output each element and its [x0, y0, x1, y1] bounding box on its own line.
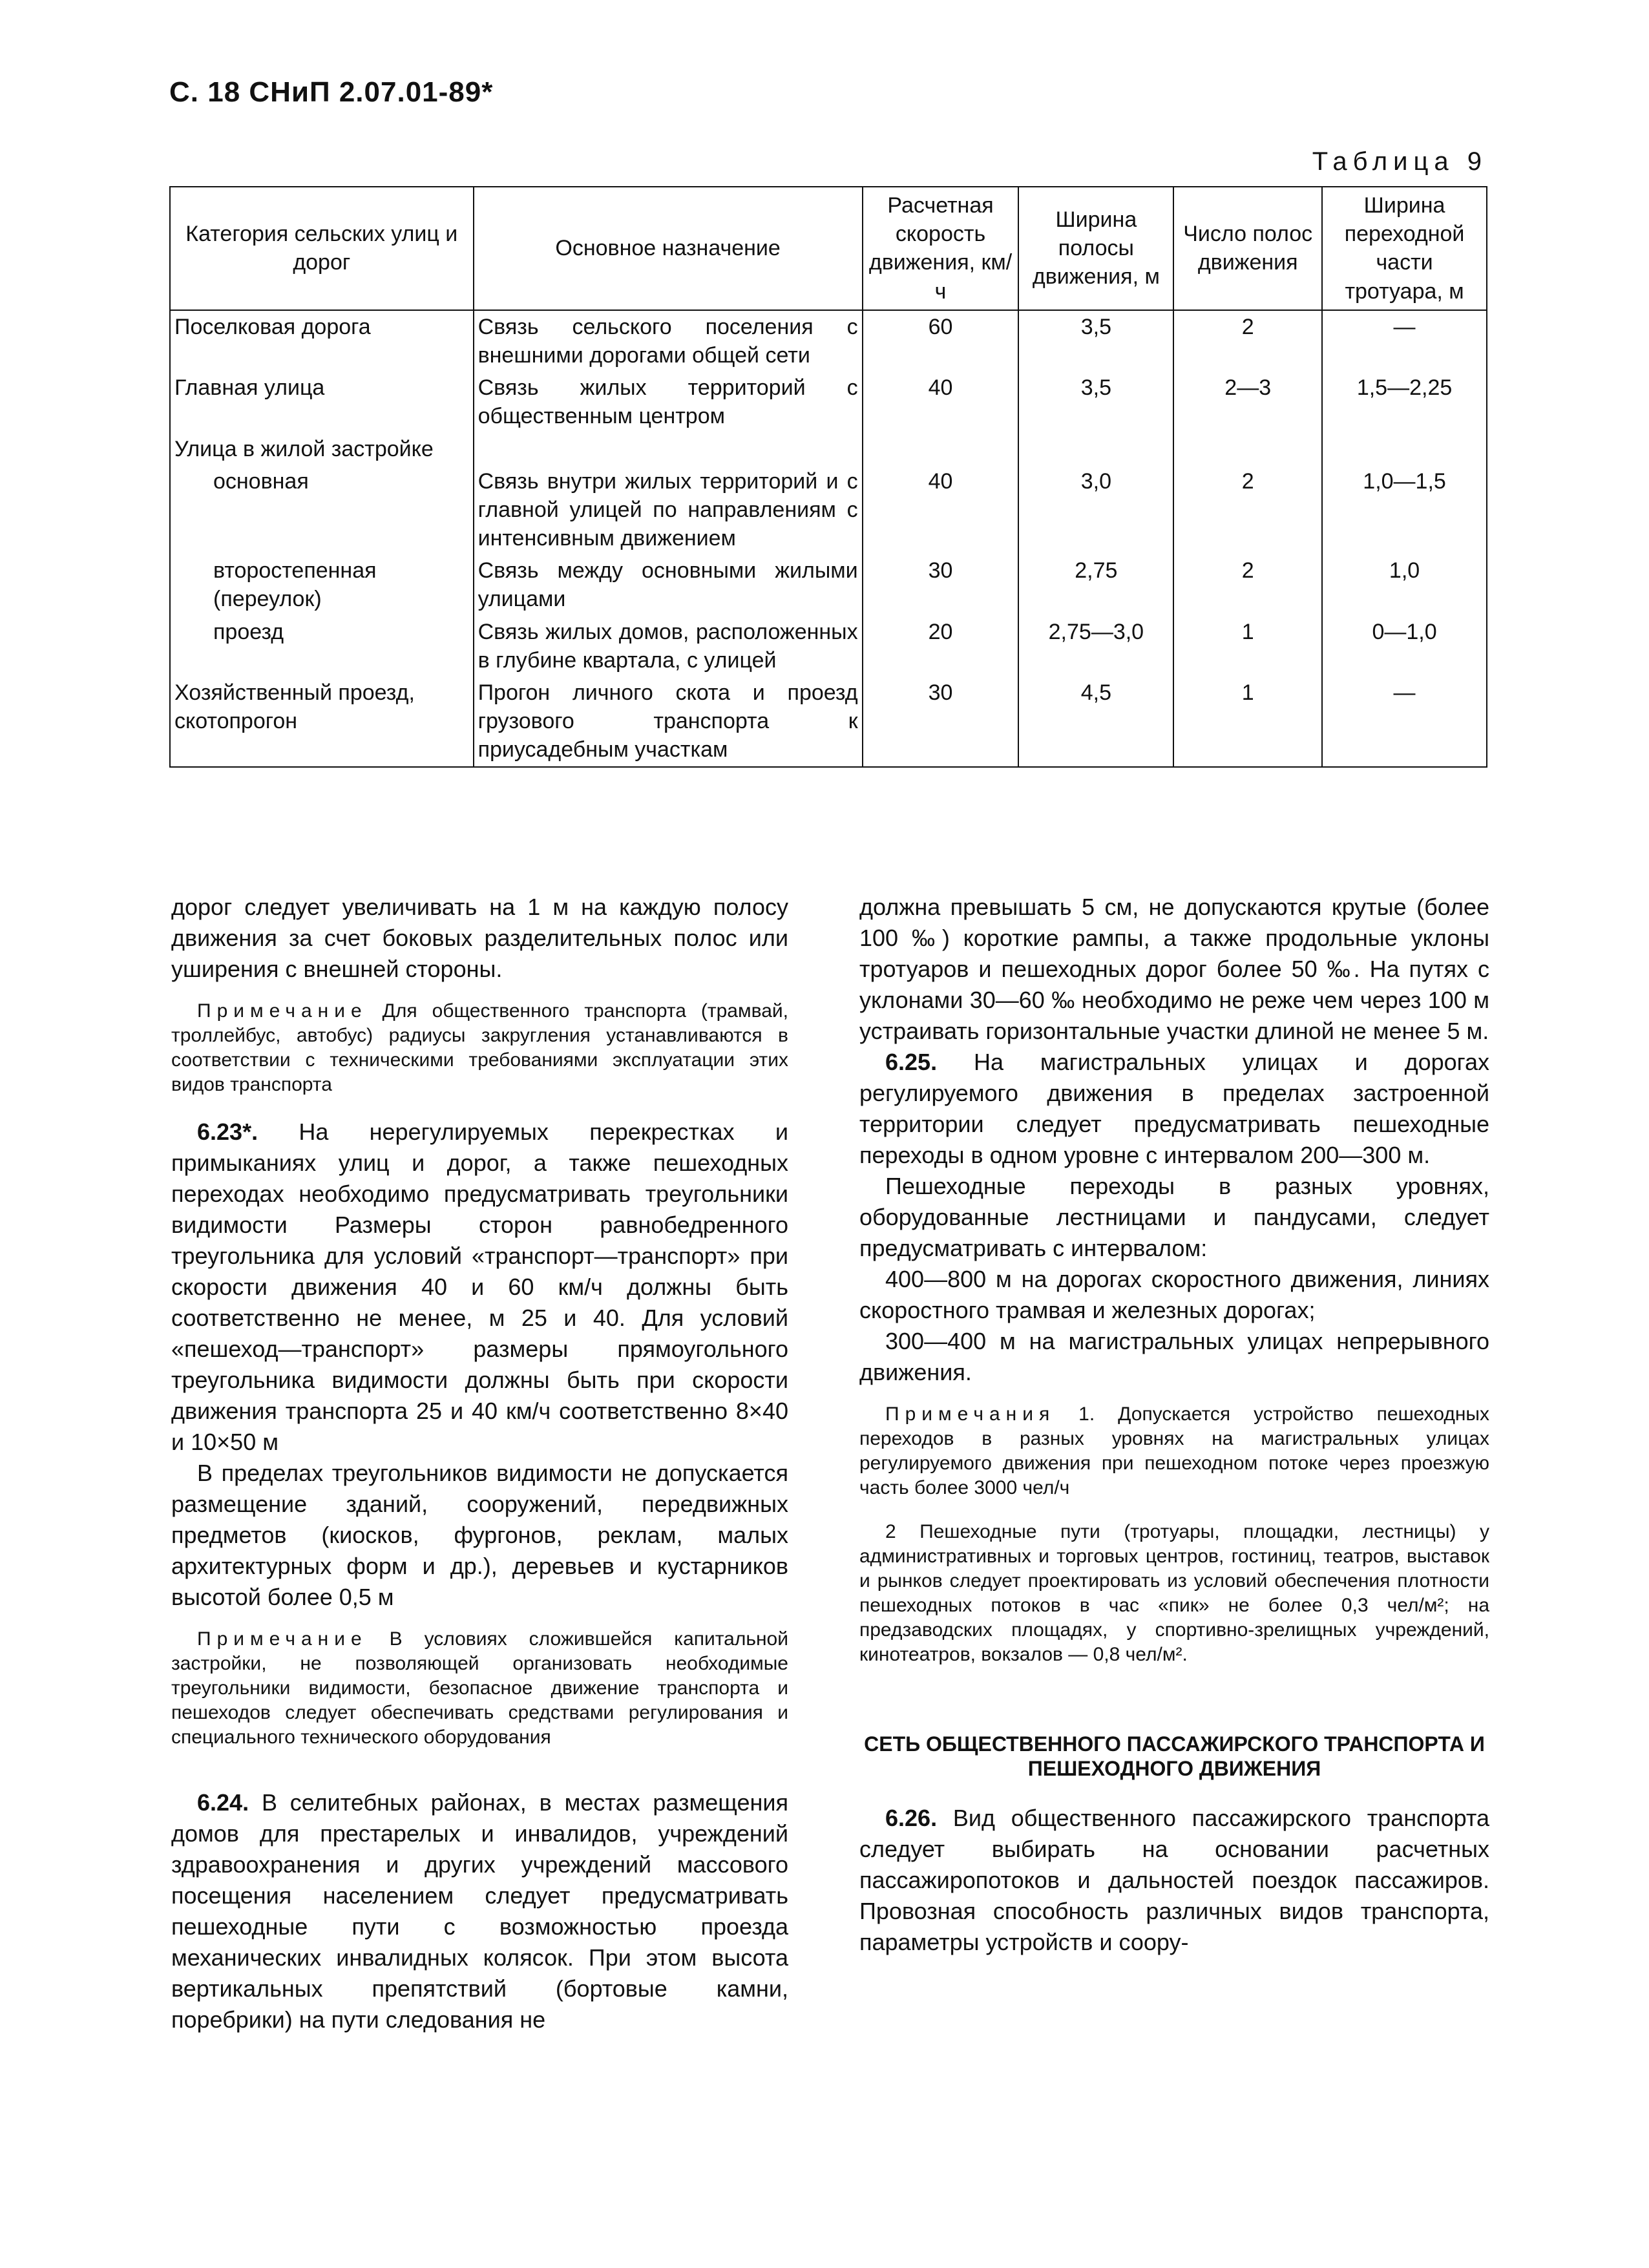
- clause-text: На нерегулируемых перекрестках и примыканиях улиц и дорог, а также пешеходных переходах необходимо предусматривать треугольники видимости Размеры сторон равнобедренного треугольника для условий «транспорт—транспорт» при скорости движения 40 и 60 км/ч должны быть соответственно не менее, м 25 и 40. Для условий «пешеход—транспорт» размеры прямоугольного треугольника видимости должны быть при скорости движения транспорта 25 и 40 км/ч соответственно 8×40 и 10×50 м: [171, 1118, 788, 1455]
- paragraph: 300—400 м на магистральных улицах непрерывного движения.: [859, 1328, 1489, 1385]
- cell-lanes: 1: [1173, 616, 1322, 677]
- note: 2 Пешеходные пути (тротуары, площадки, лестницы) у административных и торговых центров, гостиниц, театров, выставок и рынков следует проектировать из условий обеспечения плотности пешеходных потоков в час «пик» не более 0,3 чел/м²; на предзаводских площадях, у спортивно-зрелищных учреждений, кинотеатров, вокзалов — 0,8 чел/м².: [859, 1521, 1489, 1665]
- cell-speed: 30: [863, 677, 1019, 767]
- note-text: 1. Допускается устройство пешеходных переходов в разных уровнях на магистральных улицах регулируемого движения при пешеходном потоке через проезжую часть более 3000 чел/ч: [859, 1403, 1489, 1498]
- cell-speed: 20: [863, 616, 1019, 677]
- cell-sidewalk: —: [1322, 310, 1487, 372]
- cell-speed: 60: [863, 310, 1019, 372]
- note: [171, 1627, 788, 1750]
- col-header-speed: Расчетная скорость движения, км/ч: [863, 187, 1019, 310]
- cell-lane-width: 3,5: [1018, 372, 1173, 432]
- clause-number: 6.26.: [885, 1805, 938, 1831]
- paragraph: Пешеходные переходы в разных уровнях, оборудованные лестницами и пандусами, следует предусматривать с интервалом:: [859, 1173, 1489, 1261]
- cell-lanes: 1: [1173, 677, 1322, 767]
- cell-lanes: 2: [1173, 310, 1322, 372]
- cell-speed: 40: [863, 372, 1019, 432]
- clause-text: На магистральных улицах и дорогах регулируемого движения в пределах застроенной территории следует предусматривать пешеходные переходы в одном уровне с интервалом 200—300 м.: [859, 1049, 1489, 1168]
- paragraph: дорог следует увеличивать на 1 м на каждую полосу движения за счет боковых разделительных полос или уширения с внешней стороны.: [171, 894, 788, 982]
- right-column: [859, 892, 1489, 1958]
- page-header: С. 18 СНиП 2.07.01-89*: [169, 76, 494, 108]
- cell-purpose: [474, 433, 863, 465]
- cell-lane-width: 3,5: [1018, 310, 1173, 372]
- clause-text: Вид общественного пассажирского транспорта следует выбирать на основании расчетных пассажиропотоков и дальностей поездок пассажиров. Провозная способность различных видов транспорта, параметры устройств и соору-: [859, 1805, 1489, 1955]
- note-text: В условиях сложившейся капитальной застройки, не позволяющей организовать необходимые треугольники видимости, безопасное движение транспорта и пешеходов следует обеспечивать средствами регулирования и специального технического оборудования: [171, 1628, 788, 1748]
- note: [859, 1402, 1489, 1500]
- clause-6-25: [859, 1047, 1489, 1171]
- cell-speed: [863, 433, 1019, 465]
- col-header-purpose: Основное назначение: [474, 187, 863, 310]
- paragraph: В пределах треугольников видимости не допускается размещение зданий, сооружений, передвижных предметов (киосков, фургонов, реклам, малых архитектурных форм и др.), деревьев и кустарников высотой более 0,5 м: [171, 1460, 788, 1610]
- table-9: [169, 186, 1487, 768]
- cell-category: основная: [170, 465, 474, 555]
- cell-purpose: Связь жилых территорий с общественным центром: [474, 372, 863, 432]
- cell-lanes: 2: [1173, 465, 1322, 555]
- cell-speed: 30: [863, 554, 1019, 615]
- cell-sidewalk: [1322, 433, 1487, 465]
- table-row: [170, 616, 1487, 677]
- cell-sidewalk: 1,0—1,5: [1322, 465, 1487, 555]
- clause-text: В селитебных районах, в местах размещения домов для престарелых и инвалидов, учреждений здравоохранения и других учреждений массового посещения населением следует предусматривать пешеходные пути с возможностью проезда механических инвалидных колясок. При этом высота вертикальных препятствий (бортовые камни, поребрики) на пути следования не: [171, 1789, 788, 2033]
- table-row: [170, 465, 1487, 555]
- table-row: [170, 310, 1487, 372]
- col-header-lane-width: Ширина полосы движения, м: [1018, 187, 1173, 310]
- clause-6-26: [859, 1803, 1489, 1958]
- cell-category: проезд: [170, 616, 474, 677]
- cell-sidewalk: —: [1322, 677, 1487, 767]
- cell-category: Главная улица: [170, 372, 474, 432]
- paragraph: должна превышать 5 см, не допускаются крутые (более 100 ‰) короткие рампы, а также продольные уклоны тротуаров и пешеходных дорог более 50 ‰. На путях с уклонами 30—60 ‰ необходимо не реже чем через 100 м устраивать горизонтальные участки длиной не менее 5 м.: [859, 894, 1489, 1044]
- cell-purpose: Прогон личного скота и проезд грузового транспорта к приусадебным участкам: [474, 677, 863, 767]
- note-label: Примечание: [197, 1000, 368, 1022]
- table-row: [170, 433, 1487, 465]
- clause-number: 6.24.: [197, 1789, 249, 1816]
- note-text: Для общественного транспорта (трамвай, троллейбус, автобус) радиусы закругления устанавливаются в соответствии с техническими требованиями эксплуатации этих видов транспорта: [171, 1000, 788, 1095]
- col-header-category: Категория сельских улиц и дорог: [170, 187, 474, 310]
- cell-lane-width: 3,0: [1018, 465, 1173, 555]
- cell-category: Улица в жилой застройке: [170, 433, 474, 465]
- cell-purpose: Связь жилых домов, расположенных в глубине квартала, с улицей: [474, 616, 863, 677]
- table-header-row: [170, 187, 1487, 310]
- note: [171, 999, 788, 1097]
- cell-lane-width: 4,5: [1018, 677, 1173, 767]
- col-header-lanes: Число полос движения: [1173, 187, 1322, 310]
- cell-category: второстепенная (переулок): [170, 554, 474, 615]
- table-row: [170, 554, 1487, 615]
- cell-purpose: Связь внутри жилых территорий и с главной улицей по направлениям с интенсивным движением: [474, 465, 863, 555]
- note-label: Примечания: [885, 1403, 1056, 1425]
- cell-sidewalk: 1,0: [1322, 554, 1487, 615]
- cell-lane-width: 2,75—3,0: [1018, 616, 1173, 677]
- cell-lane-width: [1018, 433, 1173, 465]
- clause-6-24: [171, 1787, 788, 2035]
- table-row: [170, 372, 1487, 432]
- cell-category: Поселковая дорога: [170, 310, 474, 372]
- clause-number: 6.23*.: [197, 1118, 258, 1145]
- cell-category: Хозяйственный проезд, скотопрогон: [170, 677, 474, 767]
- note-label: Примечание: [197, 1628, 368, 1650]
- cell-sidewalk: 1,5—2,25: [1322, 372, 1487, 432]
- cell-purpose: Связь сельского поселения с внешними дорогами общей сети: [474, 310, 863, 372]
- section-heading: СЕТЬ ОБЩЕСТВЕННОГО ПАССАЖИРСКОГО ТРАНСПОРТА И ПЕШЕХОДНОГО ДВИЖЕНИЯ: [864, 1732, 1485, 1780]
- cell-lanes: 2—3: [1173, 372, 1322, 432]
- clause-6-23: [171, 1117, 788, 1458]
- col-header-sidewalk: Ширина переходной части тротуара, м: [1322, 187, 1487, 310]
- cell-speed: 40: [863, 465, 1019, 555]
- cell-lanes: [1173, 433, 1322, 465]
- left-column: [171, 892, 788, 2035]
- paragraph: 400—800 м на дорогах скоростного движения, линиях скоростного трамвая и железных дорогах;: [859, 1266, 1489, 1323]
- clause-number: 6.25.: [885, 1049, 938, 1075]
- table-label: Таблица 9: [1312, 147, 1487, 176]
- cell-lanes: 2: [1173, 554, 1322, 615]
- cell-lane-width: 2,75: [1018, 554, 1173, 615]
- cell-purpose: Связь между основными жилыми улицами: [474, 554, 863, 615]
- cell-sidewalk: 0—1,0: [1322, 616, 1487, 677]
- table-row: [170, 677, 1487, 767]
